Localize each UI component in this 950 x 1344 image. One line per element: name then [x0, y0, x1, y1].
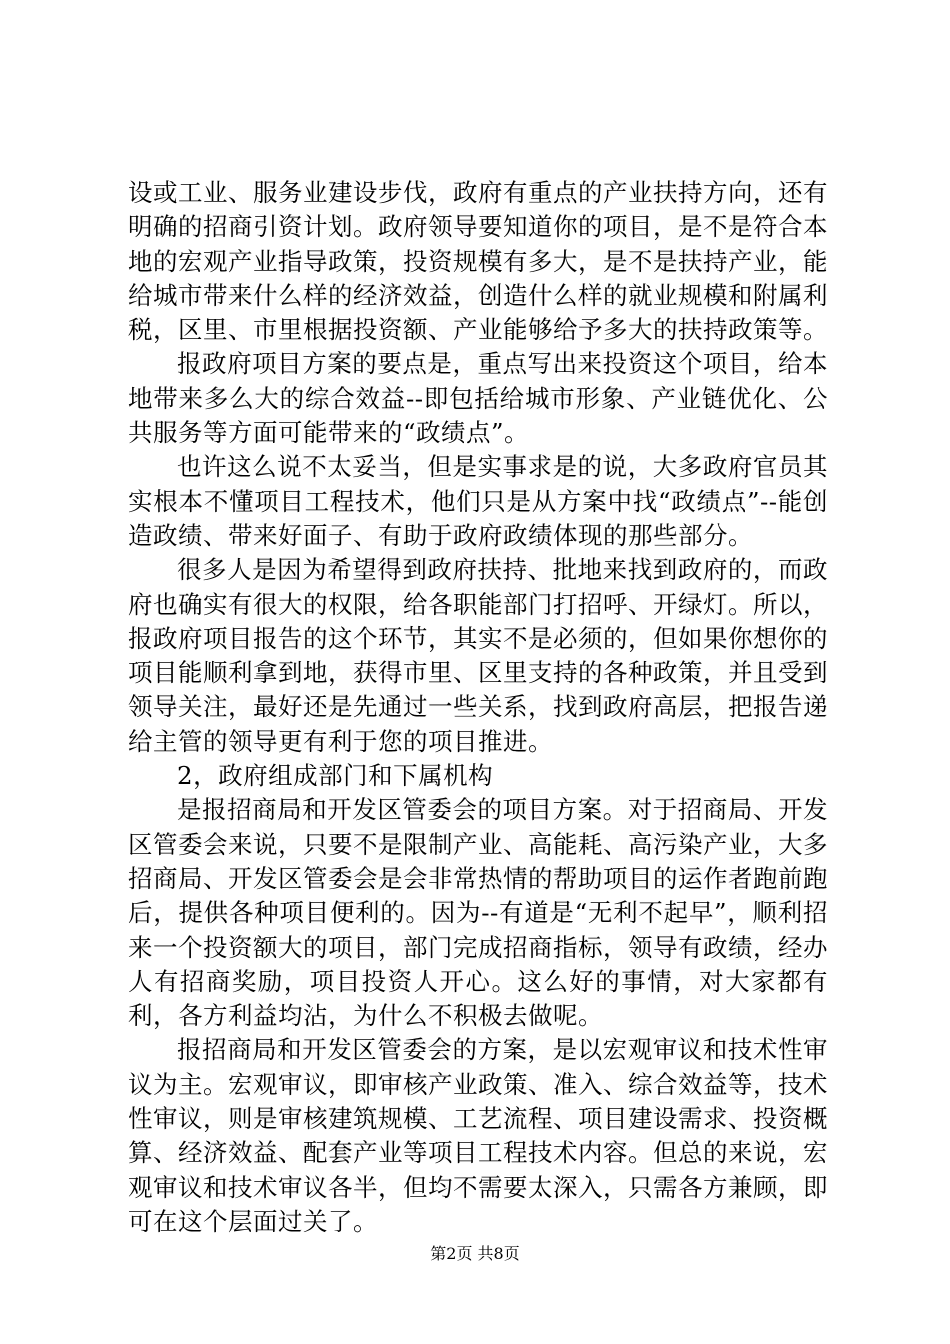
document-body [128, 176, 828, 1239]
page-footer: 第2页 共8页 [430, 1244, 520, 1263]
paragraph-officials: 也许这么说不太妥当，但是实事求是的说，大多政府官员其实根本不懂项目工程技术，他们只是从方案中找“政绩点”--能创造政绩、带来好面子、有助于政府政绩体现的那些部分。 [128, 452, 828, 550]
section-heading: 2，政府组成部门和下属机构 [177, 761, 494, 791]
paragraph-review: 报招商局和开发区管委会的方案，是以宏观审议和技术性审议为主。宏观审议，即审核产业政策、准入、综合效益等，技术性审议，则是审核建筑规模、工艺流程、项目建设需求、投资概算、经济效益、配套产业等项目工程技术内容。但总的来说，宏观审议和技术审议各半，但均不需要太深入，只需各方兼顾，即可在这个层面过关了。 [128, 1035, 828, 1236]
paragraph-investment-bureau: 是报招商局和开发区管委会的项目方案。对于招商局、开发区管委会来说，只要不是限制产业、高能耗、高污染产业，大多招商局、开发区管委会是会非常热情的帮助项目的运作者跑前跑后，提供各种项目便利的。因为--有道是“无利不起早”，顺利招来一个投资额大的项目，部门完成招商指标，领导有政绩，经办人有招商奖励，项目投资人开心。这么好的事情，对大家都有利，各方利益均沾，为什么不积极去做呢。 [128, 795, 828, 1031]
paragraph-continuation: 设或工业、服务业建设步伐，政府有重点的产业扶持方向，还有明确的招商引资计划。政府领导要知道你的项目，是不是符合本地的宏观产业指导政策，投资规模有多大，是不是扶持产业，能给城市带来什么样的经济效益，创造什么样的就业规模和附属利税，区里、市里根据投资额、产业能够给予多大的扶持政策等。 [128, 178, 828, 345]
paragraph-key-points: 报政府项目方案的要点是，重点写出来投资这个项目，给本地带来多么大的综合效益--即包括给城市形象、产业链优化、公共服务等方面可能带来的“政绩点”。 [128, 349, 828, 448]
paragraph-government-support: 很多人是因为希望得到政府扶持、批地来找到政府的，而政府也确实有很大的权限，给各职能部门打招呼、开绿灯。所以，报政府项目报告的这个环节，其实不是必须的，但如果你想你的项目能顺利拿到地，获得市里、区里支持的各种政策，并且受到领导关注，最好还是先通过一些关系，找到政府高层，把报告递给主管的领导更有利于您的项目推进。 [128, 555, 828, 756]
